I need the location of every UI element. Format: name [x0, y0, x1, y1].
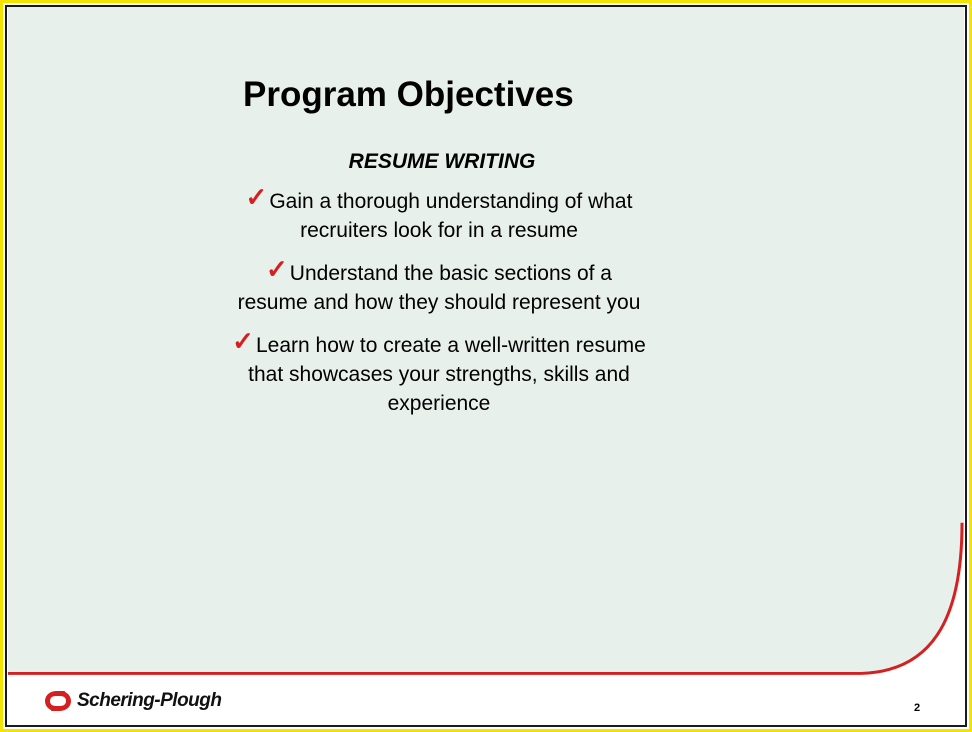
objective-item — [229, 254, 649, 317]
section-heading: RESUME WRITING — [348, 150, 536, 173]
company-name: Schering-Plough — [77, 690, 222, 711]
objective-text: Understand the basic sections of a resume and how they should represent you — [237, 262, 641, 314]
checkmark-icon: ✓ — [232, 326, 254, 356]
objective-text: Learn how to create a well-written resume that showcases your strengths, skills and experience — [248, 334, 646, 415]
objective-text: Gain a thorough understanding of what recruiters look for in a resume — [269, 190, 633, 242]
objective-item — [229, 326, 649, 418]
schering-plough-logo-icon — [43, 688, 73, 714]
slide — [5, 5, 967, 727]
checkmark-icon: ✓ — [245, 182, 268, 212]
checkmark-icon: ✓ — [266, 254, 288, 284]
slide-title: Program Objectives — [243, 75, 574, 114]
objectives-list — [229, 182, 649, 432]
objective-item — [229, 182, 649, 245]
company-logo — [43, 687, 222, 715]
page-number: 2 — [914, 702, 921, 714]
